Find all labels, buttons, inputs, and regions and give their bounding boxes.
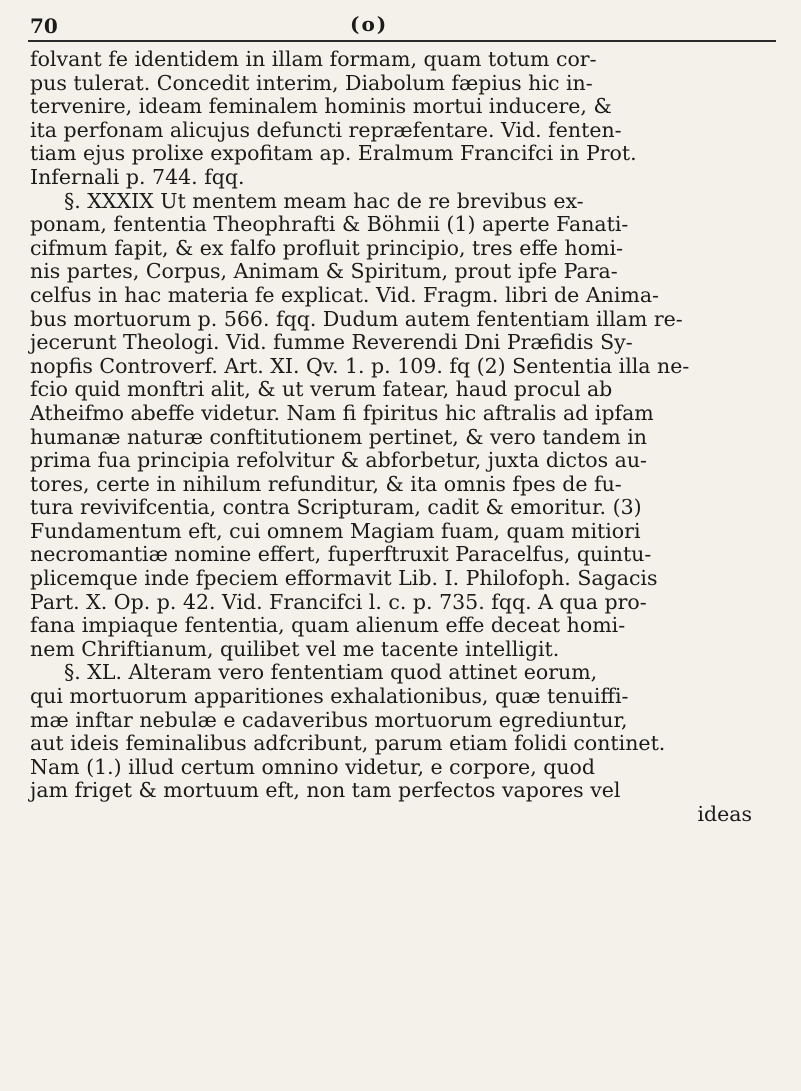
paragraph-start-line: §. XL. Alteram vero fententiam quod attinet eorum, [64,660,598,685]
text-line: fana impiaque fententia, quam alienum effe deceat homi- [30,613,626,638]
text-line: humanæ naturæ conftitutionem pertinet, & vero tandem in [30,424,648,449]
text-line: necromantiæ nomine effert, fuperftruxit Paracelfus, quintu- [30,542,652,567]
text-line: tervenire, ideam feminalem hominis mortui inducere, & [30,94,612,119]
header-ornament: (o) [350,12,389,36]
text-line: Nam (1.) illud certum omnino videtur, e corpore, quod [30,754,596,779]
text-line: jam friget & mortuum eft, non tam perfectos vapores vel [30,778,621,803]
text-line: nopfis Controverf. Art. XI. Qv. 1. p. 109. fq (2) Sententia illa ne- [30,353,690,378]
text-line: Part. X. Op. p. 42. Vid. Francifci l. c. p. 735. fqq. A qua pro- [30,589,647,614]
text-line: folvant fe identidem in illam formam, quam totum cor- [30,47,597,71]
text-line: prima fua principia refolvitur & abforbetur, juxta dictos au- [30,448,647,473]
text-line: plicemque inde fpeciem efformavit Lib. I. Philofoph. Sagacis [30,566,658,591]
text-line: pus tulerat. Concedit interim, Diabolum fæpius hic in- [30,70,593,95]
text-line: ponam, fententia Theophrafti & Böhmii (1) aperte Fanati- [30,212,629,237]
text-line: jecerunt Theologi. Vid. fumme Reverendi Dni Præfidis Sy- [30,330,633,355]
text-line: ita perfonam alicujus defuncti repræfentare. Vid. fenten- [30,117,622,142]
text-line: Fundamentum eft, cui omnem Magiam fuam, quam mitiori [30,518,641,543]
text-line: celfus in hac materia fe explicat. Vid. Fragm. libri de Anima- [30,282,659,307]
page-number: 70 [30,14,58,38]
paragraph-start-line: §. XXXIX Ut mentem meam hac de re brevibus ex- [64,188,584,213]
body-text [30,48,790,827]
text-line: Infernali p. 744. fqq. [30,164,245,189]
header-rule [28,40,776,42]
catchword: ideas [697,802,752,826]
text-line: nem Chriftianum, quilibet vel me tacente intelligit. [30,636,560,661]
text-line: cifmum fapit, & ex falfo profluit principio, tres effe homi- [30,235,624,260]
text-line: qui mortuorum apparitiones exhalationibus, quæ tenuiffi- [30,684,629,709]
text-line: fcio quid monftri alit, & ut verum fatear, haud procul ab [30,377,613,402]
text-line: aut ideis feminalibus adfcribunt, parum etiam folidi continet. [30,731,666,756]
text-line: nis partes, Corpus, Animam & Spiritum, prout ipfe Para- [30,259,618,284]
text-line: bus mortuorum p. 566. fqq. Dudum autem fententiam illam re- [30,306,683,331]
text-line: tiam ejus prolixe expofitam ap. Eralmum Francifci in Prot. [30,141,637,166]
text-line: tura revivifcentia, contra Scripturam, cadit & emoritur. (3) [30,495,642,520]
text-line: tores, certe in nihilum refunditur, & ita omnis fpes de fu- [30,471,622,496]
text-line: Atheifmo abeffe videtur. Nam fi fpiritus hic aftralis ad ipfam [30,400,654,425]
text-line: mæ inftar nebulæ e cadaveribus mortuorum egrediuntur, [30,707,628,732]
